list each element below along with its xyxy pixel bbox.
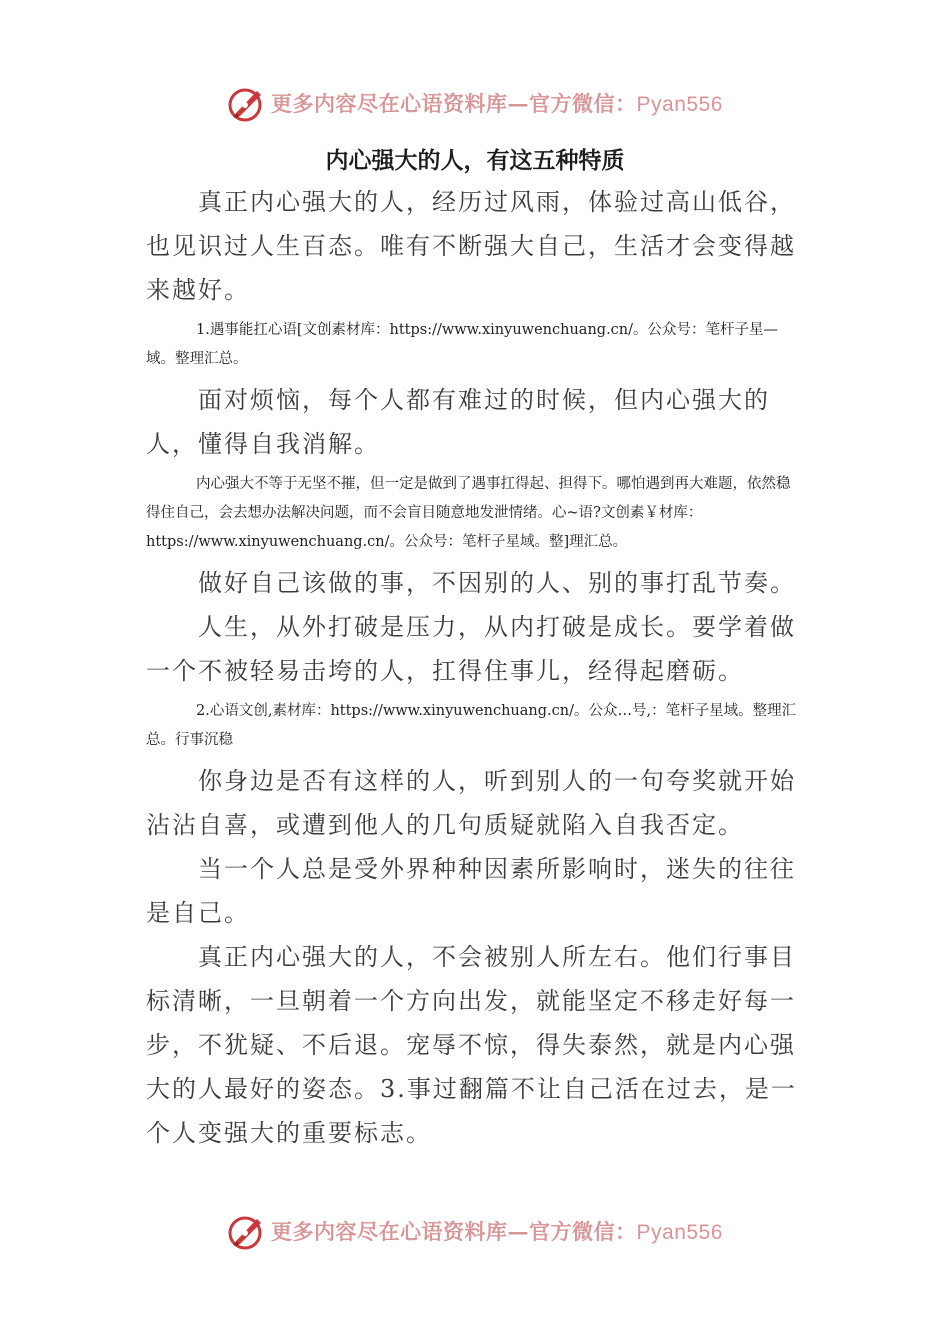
footer-banner xyxy=(0,1208,950,1254)
paragraph: 当一个人总是受外界种种因素所影响时，迷失的往往是自己。 xyxy=(146,855,796,927)
paragraph-small: 内心强大不等于无坚不摧，但一定是做到了遇事扛得起、担得下。哪怕遇到再大难题，依然稳得住自己，会去想办法解决问题，而不会盲目随意地发泄情绪。心~语?文创素￥材库：https://www.xinyuwenchuang.cn/。公众号：笔杆子星域。整]理汇总。 xyxy=(146,476,791,550)
article-body xyxy=(146,180,802,1155)
pen-logo-icon xyxy=(227,1211,267,1251)
paragraph: 面对烦恼，每个人都有难过的时候，但内心强大的人，懂得自我消解。 xyxy=(146,386,770,458)
paragraph-small: 2.心语文创,素材库：https://www.xinyuwenchuang.cn/。公众…号,：笔杆子星域。整理汇总。行事沉稳 xyxy=(146,703,797,748)
pen-logo-icon xyxy=(227,83,267,123)
paragraph: 做好自己该做的事，不因别的人、别的事打乱节奏。 xyxy=(198,569,796,597)
paragraph-small: 1.遇事能扛心语[文创素材库：https://www.xinyuwenchuang.cn/。公众号：笔杆子星—域。整理汇总。 xyxy=(146,322,779,367)
paragraph: 真正内心强大的人，经历过风雨，体验过高山低谷，也见识过人生百态。唯有不断强大自己，生活才会变得越来越好。 xyxy=(146,188,796,304)
banner-text: 更多内容尽在心语资料库—官方微信：Pyan556 xyxy=(271,91,723,116)
paragraph: 人生，从外打破是压力，从内打破是成长。要学着做一个不被轻易击垮的人，扛得住事儿，经得起磨砺。 xyxy=(146,613,796,685)
paragraph: 真正内心强大的人，不会被别人所左右。他们行事目标清晰，一旦朝着一个方向出发，就能坚定不移走好每一步，不犹疑、不后退。宠辱不惊，得失泰然，就是内心强大的人最好的姿态。3.事过翻篇不让自己活在过去，是一个人变强大的重要标志。 xyxy=(146,943,797,1147)
banner-text: 更多内容尽在心语资料库—官方微信：Pyan556 xyxy=(271,1219,723,1244)
wechat-id: Pyan556 xyxy=(636,93,723,116)
page-title: 内心强大的人，有这五种特质 xyxy=(325,147,625,174)
wechat-id: Pyan556 xyxy=(636,1221,723,1244)
header-banner xyxy=(0,80,950,126)
paragraph: 你身边是否有这样的人，听到别人的一句夸奖就开始沾沾自喜，或遭到他人的几句质疑就陷入自我否定。 xyxy=(146,767,796,839)
